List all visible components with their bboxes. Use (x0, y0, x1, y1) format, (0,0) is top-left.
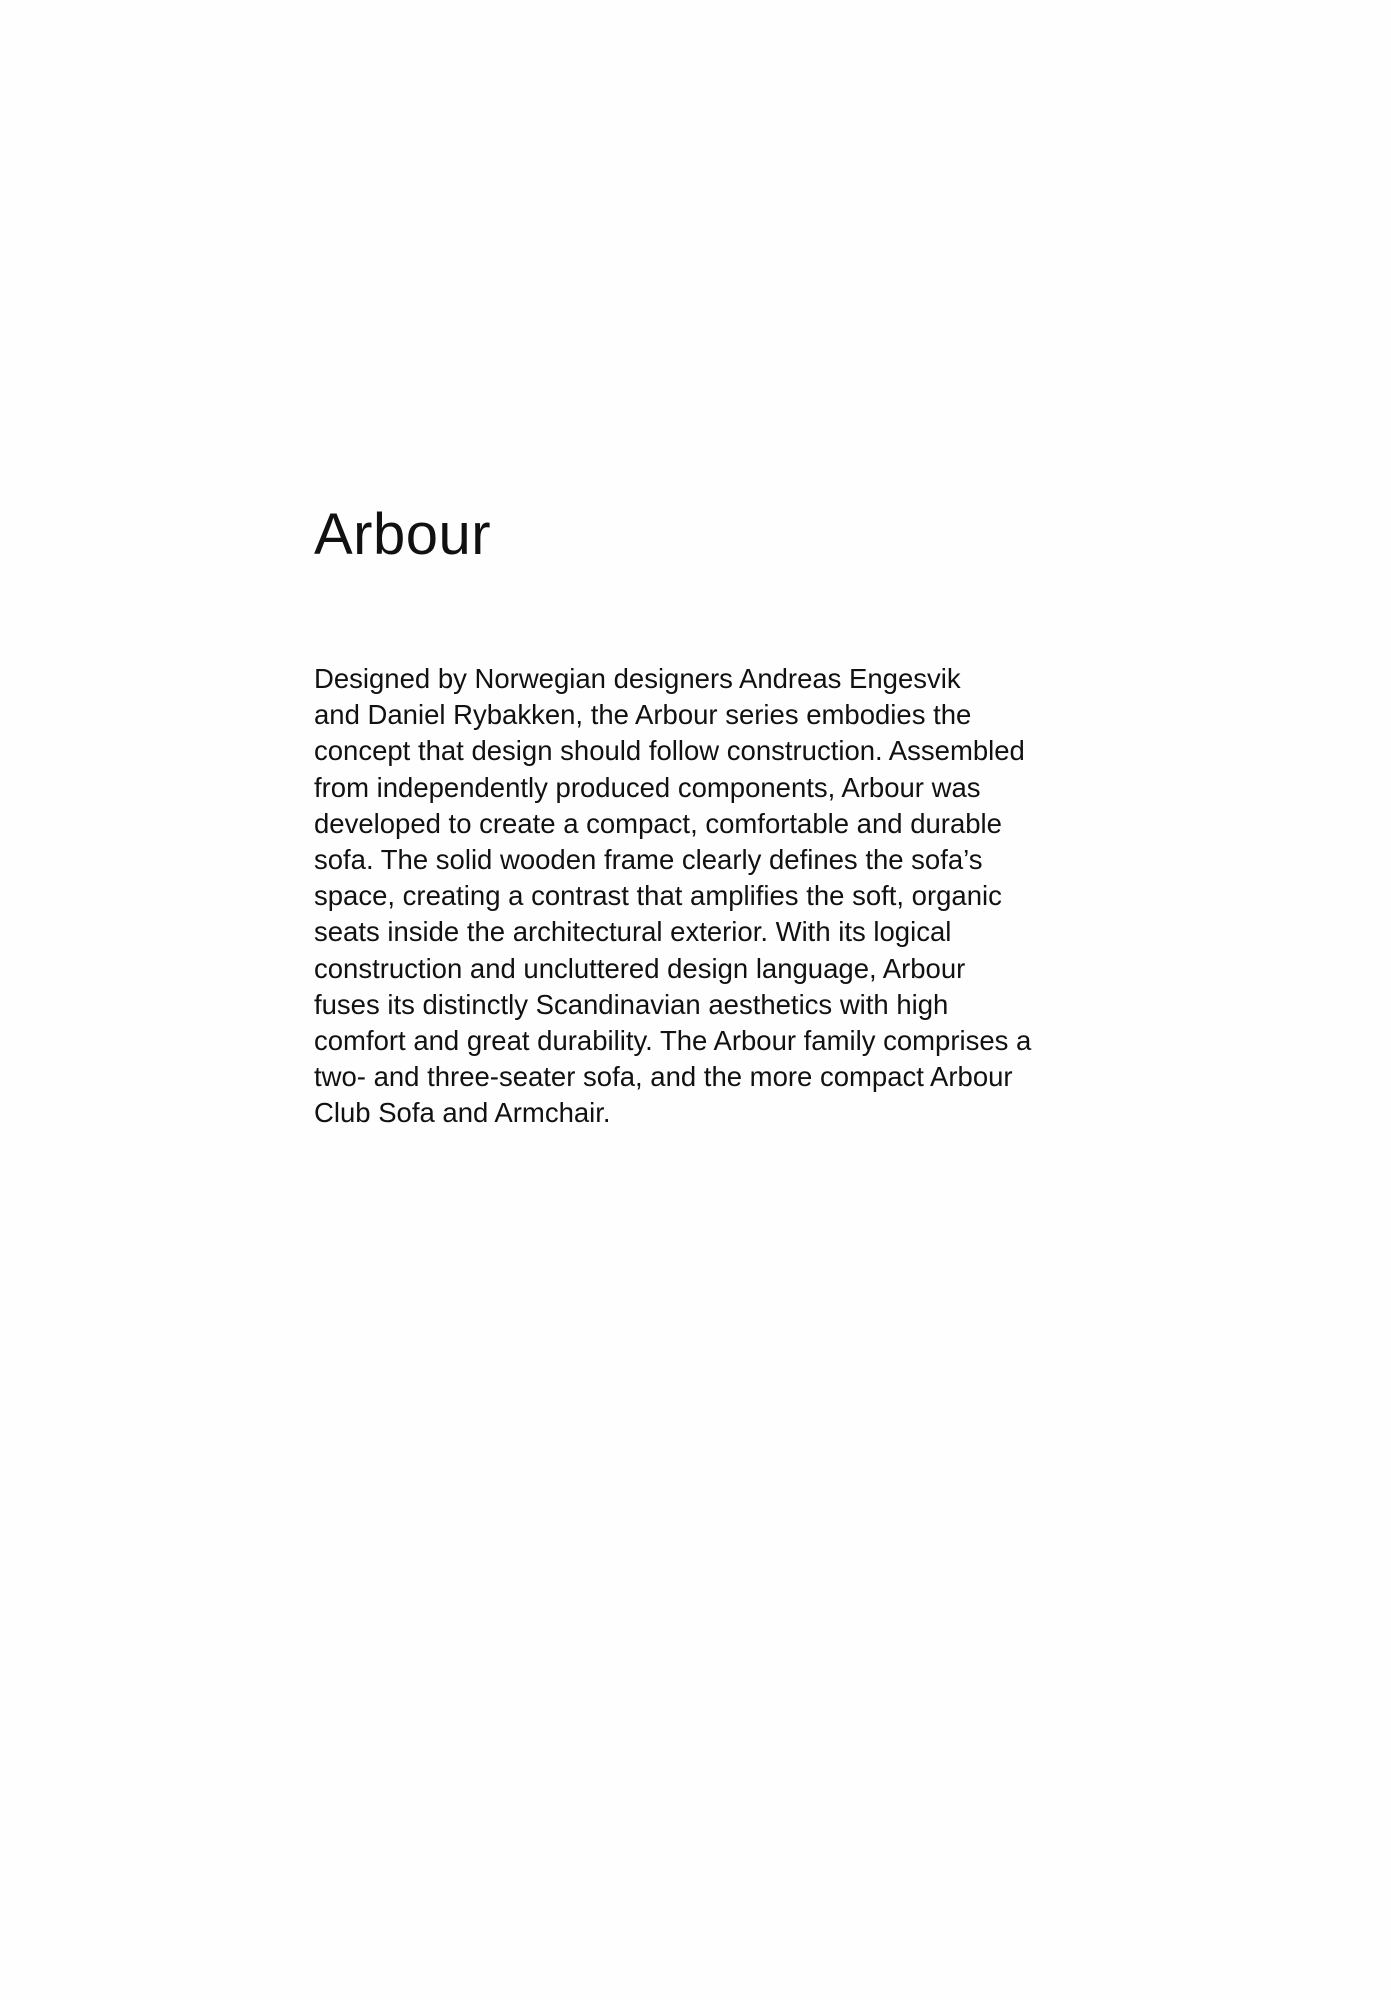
paragraph-line: sofa. The solid wooden frame clearly defines the sofa’s (314, 844, 983, 876)
paragraph-line: Club Sofa and Armchair. (314, 1097, 611, 1129)
paragraph-line: concept that design should follow construction. Assembled (314, 735, 1025, 767)
description-paragraph (314, 661, 1114, 1132)
paragraph-line: two- and three-seater sofa, and the more compact Arbour (314, 1061, 1013, 1093)
paragraph-line: developed to create a compact, comfortable and durable (314, 807, 1002, 839)
paragraph-line: space, creating a contrast that amplifies the soft, organic (314, 880, 1002, 912)
paragraph-line: seats inside the architectural exterior. With its logical (314, 916, 952, 948)
paragraph-line: comfort and great durability. The Arbour family comprises a (314, 1025, 1032, 1057)
paragraph-line: from independently produced components, Arbour was (314, 771, 981, 803)
paragraph-line: and Daniel Rybakken, the Arbour series embodies the (314, 699, 972, 731)
paragraph-line: construction and uncluttered design language, Arbour (314, 952, 966, 984)
paragraph-line: fuses its distinctly Scandinavian aesthetics with high (314, 988, 949, 1020)
paragraph-line: Designed by Norwegian designers Andreas Engesvik (314, 663, 961, 694)
page-title: Arbour (314, 502, 492, 567)
